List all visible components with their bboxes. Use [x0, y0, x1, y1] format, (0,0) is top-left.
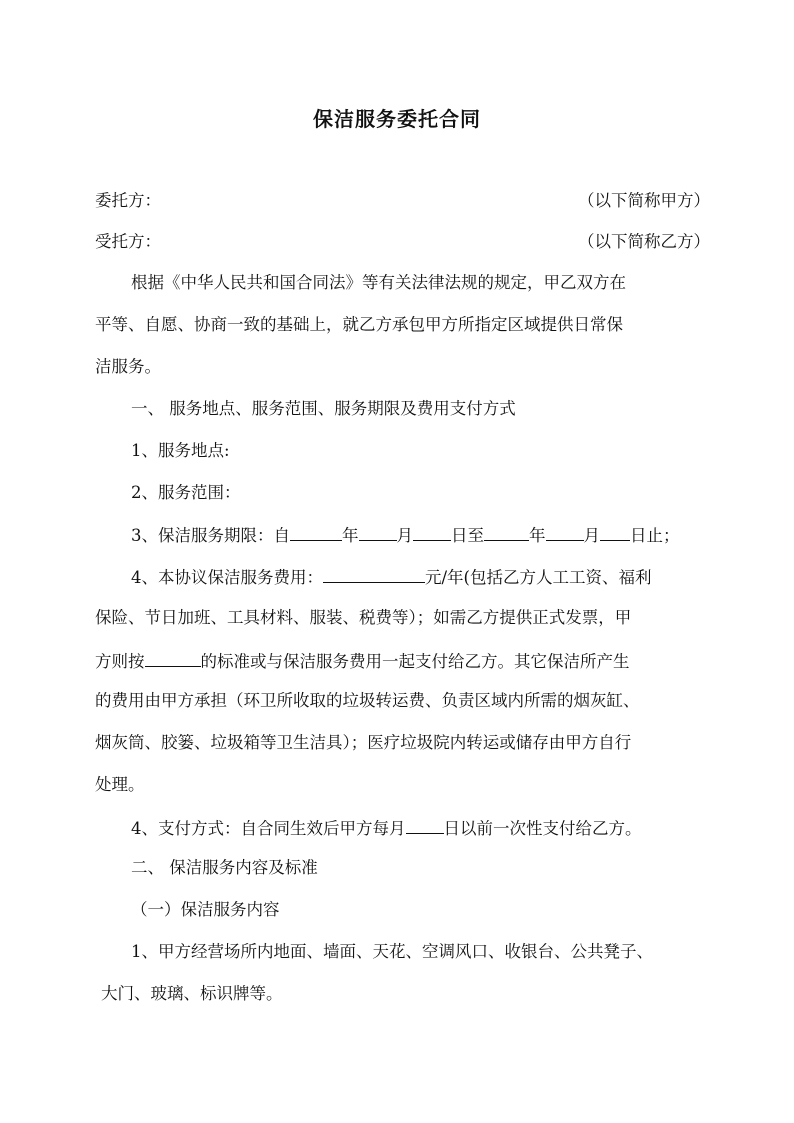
item-payment-method [131, 815, 746, 841]
section-1-heading: 一、 服务地点、服务范围、服务期限及费用支付方式 [131, 399, 516, 418]
item-fee-line-2: 保险、节日加班、工具材料、服装、税费等）；如需乙方提供正式发票，甲 [95, 608, 632, 627]
period-end-month-blank [546, 522, 584, 541]
document-title: 保洁服务委托合同 [313, 107, 481, 131]
fee-after-blank: 元/年(包括乙方人工工资、福利 [425, 568, 652, 587]
period-prefix: 3、保洁服务期限：自 [131, 526, 290, 545]
party-a-note: （以下简称甲方） [578, 191, 710, 210]
intro-line-1: 根据《中华人民共和国合同法》等有关法律法规的规定，甲乙双方在 [131, 273, 626, 292]
item-service-period [131, 522, 746, 548]
content-item-1-line-1: 1、甲方经营场所内地面、墙面、天花、空调风口、收银台、公共凳子、 [131, 942, 653, 961]
period-month-2: 月 [583, 526, 600, 545]
item-fee-line-1 [131, 564, 746, 590]
section-2-heading: 二、 保洁服务内容及标准 [131, 858, 318, 877]
payment-after-blank: 日以前一次性支付给乙方。 [443, 819, 642, 838]
party-b-line [95, 230, 710, 254]
fee-standard-blank [145, 648, 201, 667]
subsection-1-heading: （一）保洁服务内容 [131, 900, 280, 919]
fee-prefix: 4、本协议保洁服务费用： [131, 568, 323, 587]
party-a-label: 委托方： [95, 191, 161, 210]
party-b-label: 受托方： [95, 232, 161, 251]
party-a-line [95, 189, 710, 213]
period-month-1: 月 [396, 526, 413, 545]
payment-prefix: 4、支付方式：自合同生效后甲方每月 [131, 819, 406, 838]
fee-line3-after: 的标准或与保洁服务费用一起支付给乙方。其它保洁所产生 [200, 652, 630, 671]
period-day-1: 日至 [451, 526, 484, 545]
item-fee-line-4: 的费用由甲方承担（环卫所收取的垃圾转运费、负责区域内所需的烟灰缸、 [95, 691, 640, 710]
item-fee-line-6: 处理。 [95, 775, 145, 794]
intro-line-3: 洁服务。 [95, 357, 161, 376]
period-day-2: 日止； [630, 526, 680, 545]
period-start-day-blank [413, 522, 451, 541]
content-item-1-line-2: 大门、玻璃、标识牌等。 [101, 984, 283, 1003]
period-end-year-blank [484, 522, 529, 541]
fee-amount-blank [323, 564, 425, 583]
period-year-2: 年 [529, 526, 546, 545]
period-year-1: 年 [342, 526, 359, 545]
item-service-location: 1、服务地点: [131, 441, 230, 460]
item-fee-line-3 [95, 648, 710, 674]
item-fee-line-5: 烟灰筒、胶篓、垃圾箱等卫生洁具）；医疗垃圾院内转运或储存由甲方自行 [95, 733, 632, 752]
period-start-year-blank [290, 522, 342, 541]
fee-line3-prefix: 方则按 [95, 652, 145, 671]
period-start-month-blank [359, 522, 397, 541]
period-end-day-blank [600, 522, 630, 541]
intro-line-2: 平等、自愿、协商一致的基础上，就乙方承包甲方所指定区域提供日常保 [95, 315, 623, 334]
party-b-note: （以下简称乙方） [578, 232, 710, 251]
item-service-scope: 2、服务范围： [131, 483, 241, 502]
payment-day-blank [406, 815, 444, 834]
